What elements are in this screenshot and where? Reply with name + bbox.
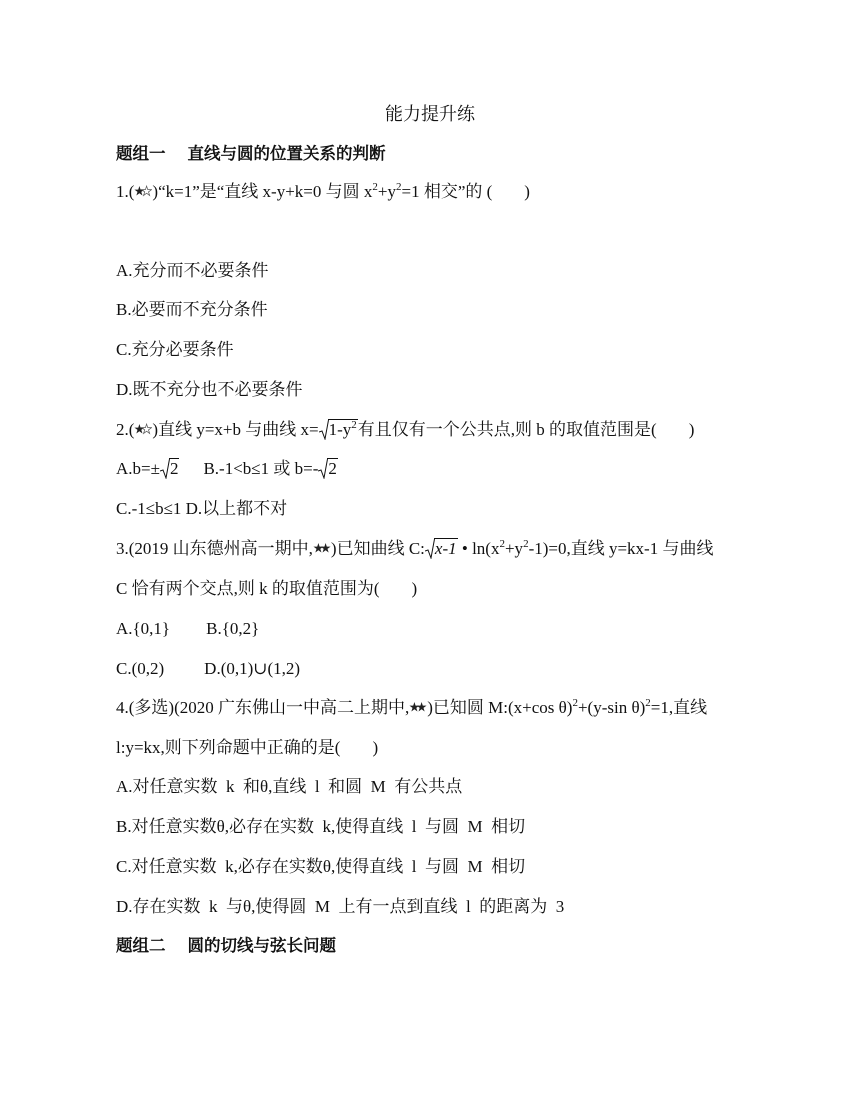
sqrt-expression [160, 457, 180, 481]
option-b: B.对任意实数θ,必存在实数 k,使得直线 l 与圆 M 相切 [116, 817, 526, 836]
page-title: 能力提升练 [385, 104, 475, 124]
question-4-stem-line2 [116, 736, 378, 760]
star-rating-icon [134, 184, 152, 198]
question-number: 3.(2019 山东德州高一期中, [116, 539, 313, 558]
section-heading-group2 [116, 934, 336, 958]
stem-text: =1,直线 [650, 698, 708, 717]
stem-text: )已知曲线 C: [330, 539, 425, 558]
exponent: 2 [372, 181, 378, 193]
option-d: D.既不充分也不必要条件 [116, 380, 303, 399]
answer-paren: ) [524, 182, 530, 201]
exponent: 2 [499, 538, 505, 550]
option-d: D.(0,1)∪(1,2) [204, 659, 301, 678]
stem-text: +y [377, 182, 396, 201]
option-c: C.对任意实数 k,必存在实数θ,使得直线 l 与圆 M 相切 [116, 857, 526, 876]
exponent: 2 [351, 419, 357, 431]
sqrt-expression [425, 537, 458, 561]
section-heading-group1 [116, 142, 386, 166]
stem-text: -1)=0,直线 y=kx-1 与曲线 [528, 539, 714, 558]
group-name: 直线与圆的位置关系的判断 [187, 144, 386, 163]
stem-text: 有且仅有一个公共点,则 b 的取值范围是( [357, 420, 657, 439]
stem-text: )直线 y=x+b 与曲线 x= [152, 420, 319, 439]
option-c: C.(0,2) [116, 659, 165, 678]
stem-text: =1 相交”的 ( [401, 182, 493, 201]
group-name: 圆的切线与弦长问题 [187, 936, 336, 955]
option-a: A.充分而不必要条件 [116, 261, 269, 280]
stem-text: +y [504, 539, 524, 558]
radical-sign-icon [425, 539, 435, 559]
group-label: 题组二 [116, 936, 166, 955]
radicand: x-1 [434, 539, 457, 558]
sqrt-expression [319, 418, 358, 442]
answer-paren: ) [688, 420, 695, 439]
exponent: 2 [572, 697, 578, 709]
stem-text: C 恰有两个交点,则 k 的取值范围为( [116, 579, 380, 598]
question-3-options-ab [116, 617, 259, 641]
star-rating-icon [409, 700, 427, 714]
option-d: D.存在实数 k 与θ,使得圆 M 上有一点到直线 l 的距离为 3 [116, 897, 565, 916]
stem-text: +(y-sin θ) [577, 698, 646, 717]
option-a: A.对任意实数 k 和θ,直线 l 和圆 M 有公共点 [116, 777, 463, 796]
question-number: 1.( [116, 182, 135, 201]
radicand-text: 1-y [328, 420, 352, 439]
question-2-stem [116, 418, 694, 442]
radical-sign-icon [318, 459, 328, 479]
radicand [328, 419, 358, 439]
exponent: 2 [396, 181, 402, 193]
question-1-stem [116, 180, 530, 204]
exponent: 2 [523, 538, 529, 550]
radicand: 2 [328, 459, 337, 478]
question-3-options-cd [116, 657, 300, 681]
radical-sign-icon [160, 459, 170, 479]
stem-text: )已知圆 M:(x+cos θ) [427, 698, 573, 717]
question-2-options-ab [116, 457, 338, 481]
stem-text: l:y=kx,则下列命题中正确的是( [116, 738, 341, 757]
option-c: C.充分必要条件 [116, 340, 234, 359]
answer-paren: ) [372, 738, 379, 757]
option-a: A.{0,1} [116, 619, 171, 638]
radical-sign-icon [319, 420, 329, 440]
question-number: 4.(多选)(2020 广东佛山一中高二上期中, [116, 698, 410, 717]
stem-text: )“k=1”是“直线 x-y+k=0 与圆 x [152, 182, 373, 201]
option-b: B.-1<b≤1 或 b=- [203, 459, 319, 478]
star-rating-icon [313, 541, 331, 555]
option-b: B.必要而不充分条件 [116, 300, 268, 319]
stem-text: • ln(x [457, 539, 500, 558]
question-4-stem [116, 696, 707, 720]
sqrt-expression [318, 457, 338, 481]
exponent: 2 [645, 697, 651, 709]
question-number: 2.( [116, 420, 135, 439]
question-2-options-cd: C.-1≤b≤1 D.以上都不对 [116, 499, 288, 518]
option-a: A.b=± [116, 459, 160, 478]
star-rating-icon [134, 422, 152, 436]
question-3-stem [116, 537, 713, 561]
radicand: 2 [169, 459, 179, 478]
question-3-stem-line2 [116, 577, 417, 601]
group-label: 题组一 [116, 144, 166, 163]
option-b: B.{0,2} [206, 619, 260, 638]
answer-paren: ) [411, 579, 418, 598]
